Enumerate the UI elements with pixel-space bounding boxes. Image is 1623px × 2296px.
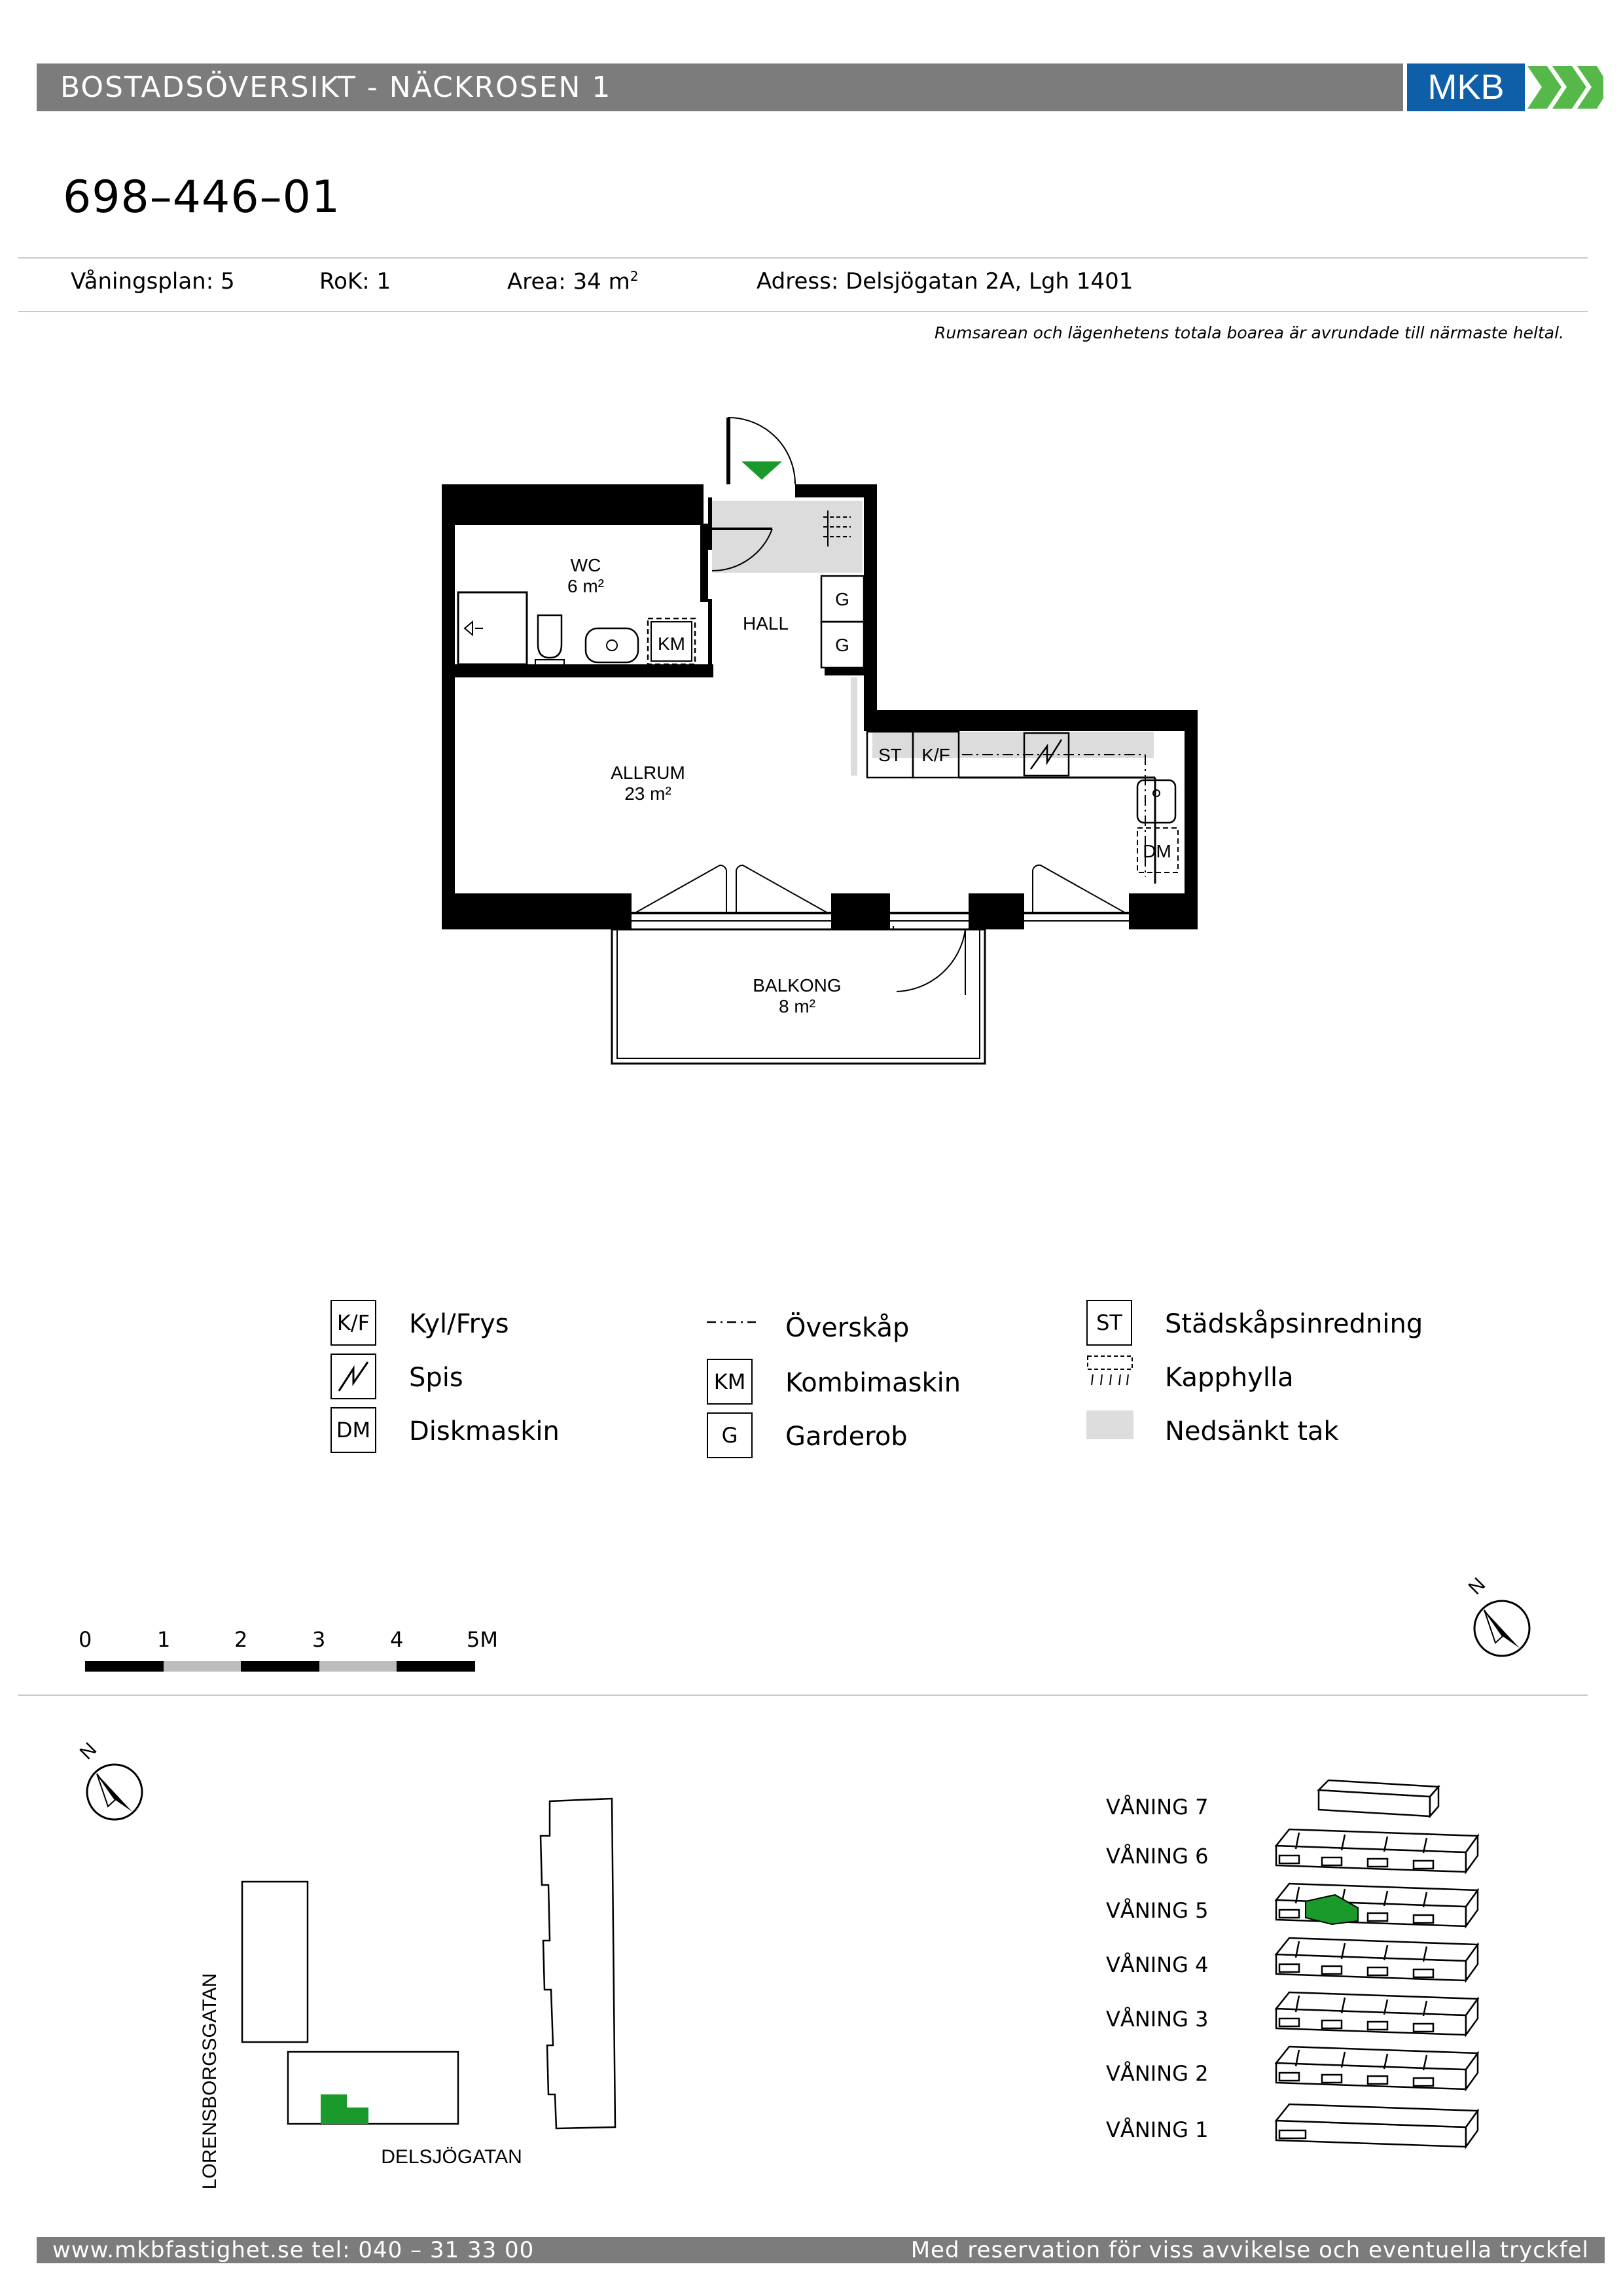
footer-disclaimer: Med reservation för viss avvikelse och eventuella tryckfel — [910, 2237, 1589, 2263]
legend-km-box: KM — [707, 1359, 753, 1405]
footer-contact: www.mkbfastighet.se tel: 040 – 31 33 00 — [52, 2237, 535, 2263]
rok-info: RoK: 1 — [319, 268, 391, 295]
room-hall: HALL — [742, 613, 789, 634]
legend-g-label: Garderob — [785, 1422, 908, 1452]
floor-label: VÅNING 4 — [1106, 1952, 1209, 1977]
scale-label: 5M — [467, 1627, 498, 1652]
shower — [458, 592, 527, 664]
scale-label: 4 — [390, 1627, 404, 1652]
legend-km-label: Kombimaskin — [785, 1368, 961, 1398]
coat-rack-icon — [1086, 1355, 1133, 1388]
area-info: Area: 34 $m^2$ — [507, 268, 639, 295]
logo-text: MKB — [1427, 67, 1505, 107]
scale-label: 1 — [157, 1627, 171, 1652]
floor-label: VÅNING 6 — [1106, 1844, 1209, 1869]
room-allrum-area: 23 m² — [624, 783, 671, 804]
scale-label: 0 — [79, 1627, 92, 1652]
stove-icon — [330, 1354, 376, 1399]
legend-kf-label: Kyl/Frys — [409, 1309, 509, 1339]
svg-text:K/F: K/F — [921, 745, 950, 765]
floor-label: VÅNING 1 — [1106, 2117, 1209, 2142]
compass-icon — [76, 1738, 142, 1820]
legend-dm-label: Diskmaskin — [409, 1416, 560, 1446]
legend-st-label: Städskåpsinredning — [1165, 1309, 1423, 1339]
svg-text:G: G — [835, 589, 849, 609]
street-lorensborgsgatan: LORENSBORGSGATAN — [199, 1973, 221, 2190]
scale-bar — [85, 1661, 475, 1672]
floor-label: VÅNING 3 — [1106, 2007, 1209, 2032]
legend-dm-box: DM — [330, 1407, 376, 1453]
legend-nedsankt-label: Nedsänkt tak — [1165, 1416, 1339, 1446]
unit-highlight — [321, 2094, 368, 2124]
address-info: Adress: Delsjögatan 2A, Lgh 1401 — [757, 268, 1133, 295]
compass-icon — [1465, 1573, 1529, 1656]
unit-id: 698–446–01 — [63, 171, 341, 223]
km-label: KM — [658, 634, 685, 654]
svg-text:DM: DM — [1143, 841, 1171, 861]
page-title: BOSTADSÖVERSIKT - NÄCKROSEN 1 — [60, 71, 612, 104]
legend-stove-label: Spis — [409, 1363, 463, 1393]
legend-overskap-label: Överskåp — [785, 1313, 910, 1343]
floor-label: VÅNING 5 — [1106, 1898, 1209, 1923]
svg-text:N: N — [1464, 1573, 1490, 1599]
scale-label: 3 — [312, 1627, 326, 1652]
street-delsjogatan: DELSJÖGATAN — [381, 2146, 522, 2168]
room-balkong-area: 8 m² — [779, 996, 815, 1016]
svg-text:N: N — [75, 1738, 101, 1764]
grey-fill-icon — [1086, 1410, 1133, 1439]
floor-info: Våningsplan: 5 — [71, 268, 235, 295]
svg-text:ST: ST — [878, 745, 902, 765]
legend-kf-box: K/F — [330, 1300, 376, 1346]
floor-label: VÅNING 2 — [1106, 2061, 1209, 2086]
site-plan — [242, 1799, 615, 2128]
toilet — [538, 615, 562, 658]
entrance-arrow-icon — [741, 461, 782, 480]
area-note: Rumsarean och lägenhetens totala boarea är avrundade till närmaste heltal. — [935, 323, 1564, 342]
sink — [1137, 780, 1175, 823]
footer-bar — [37, 2237, 1605, 2263]
room-balkong: BALKONG — [753, 975, 842, 996]
scale-label: 2 — [234, 1627, 248, 1652]
room-wc-area: 6 m² — [567, 576, 604, 596]
legend-g-box: G — [707, 1412, 753, 1458]
floor-label: VÅNING 7 — [1106, 1795, 1209, 1820]
wash-basin — [586, 628, 638, 662]
dash-dot-line-icon — [707, 1316, 756, 1322]
svg-text:G: G — [835, 635, 849, 655]
room-wc: WC — [570, 555, 601, 575]
floor-stack — [1276, 1780, 1478, 2147]
legend-kapphylla-label: Kapphylla — [1165, 1363, 1294, 1393]
room-allrum: ALLRUM — [611, 762, 685, 783]
legend-st-box: ST — [1086, 1300, 1132, 1346]
